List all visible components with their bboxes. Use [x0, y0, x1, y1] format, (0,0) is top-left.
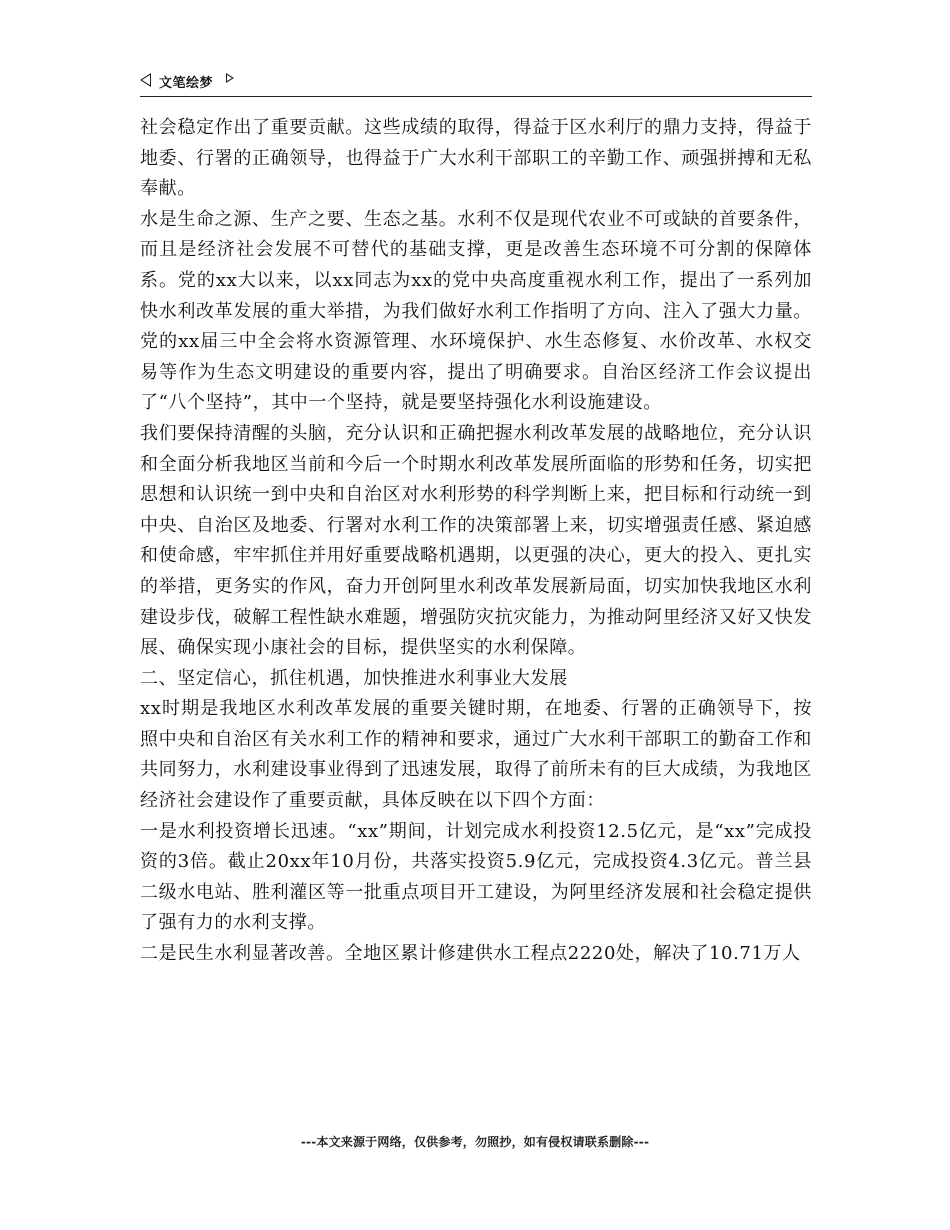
document-body: [140, 113, 812, 970]
paragraph-6: 一是水利投资增长迅速。“xx”期间，计划完成水利投资12.5亿元，是“xx”完成投资的3倍。截止20xx年10月份，共落实投资5.9亿元，完成投资4.3亿元。普兰县二级水电站、胜利灌区等一批重点项目开工建设，为阿里经济发展和社会稳定提供了强有力的水利支撑。: [140, 820, 812, 934]
paragraph-1: 社会稳定作出了重要贡献。这些成绩的取得，得益于区水利厅的鼎力支持，得益于地委、行署的正确领导，也得益于广大水利干部职工的辛勤工作、顽强拼搏和无私奉献。: [140, 117, 812, 200]
paragraph-7: 二是民生水利显著改善。全地区累计修建供水工程点2220处，解决了10.71万人: [140, 943, 801, 965]
section-heading: 二、坚定信心，抓住机遇，加快推进水利事业大发展: [140, 667, 568, 689]
triangle-right-icon: [226, 73, 234, 83]
header-brand: 文笔绘梦: [159, 76, 214, 91]
footer-disclaimer: ---本文来源于网络，仅供参考，勿照抄，如有侵权请联系删除---: [300, 1135, 650, 1149]
paragraph-5: xx时期是我地区水利改革发展的重要关键时期，在地委、行署的正确领导下，按照中央和自治区有关水利工作的精神和要求，通过广大水利干部职工的勤奋工作和共同努力，水利建设事业得到了迅速发展，取得了前所未有的巨大成绩，为我地区经济社会建设作了重要贡献，具体反映在以下四个方面：: [140, 698, 812, 812]
triangle-left-icon: [140, 73, 151, 87]
paragraph-3: 我们要保持清醒的头脑，充分认识和正确把握水利改革发展的战略地位，充分认识和全面分析我地区当前和今后一个时期水利改革发展所面临的形势和任务，切实把思想和认识统一到中央和自治区对水利形势的科学判断上来，把目标和行动统一到中央、自治区及地委、行署对水利工作的决策部署上来，切实增强责任感、紧迫感和使命感，牢牢抓住并用好重要战略机遇期，以更强的决心，更大的投入、更扎实的举措，更务实的作风，奋力开创阿里水利改革发展新局面，切实加快我地区水利建设步伐，破解工程性缺水难题，增强防灾抗灾能力，为推动阿里经济又好又快发展、确保实现小康社会的目标，提供坚实的水利保障。: [140, 422, 812, 659]
page-header: [140, 70, 812, 97]
paragraph-2: 水是生命之源、生产之要、生态之基。水利不仅是现代农业不可或缺的首要条件，而且是经济社会发展不可替代的基础支撑，更是改善生态环境不可分割的保障体系。党的xx大以来，以xx同志为xx的党中央高度重视水利工作，提出了一系列加快水利改革发展的重大举措，为我们做好水利工作指明了方向、注入了强大力量。党的xx届三中全会将水资源管理、水环境保护、水生态修复、水价改革、水权交易等作为生态文明建设的重要内容，提出了明确要求。自治区经济工作会议提出了“八个坚持”，其中一个坚持，就是要坚持强化水利设施建设。: [140, 208, 812, 414]
